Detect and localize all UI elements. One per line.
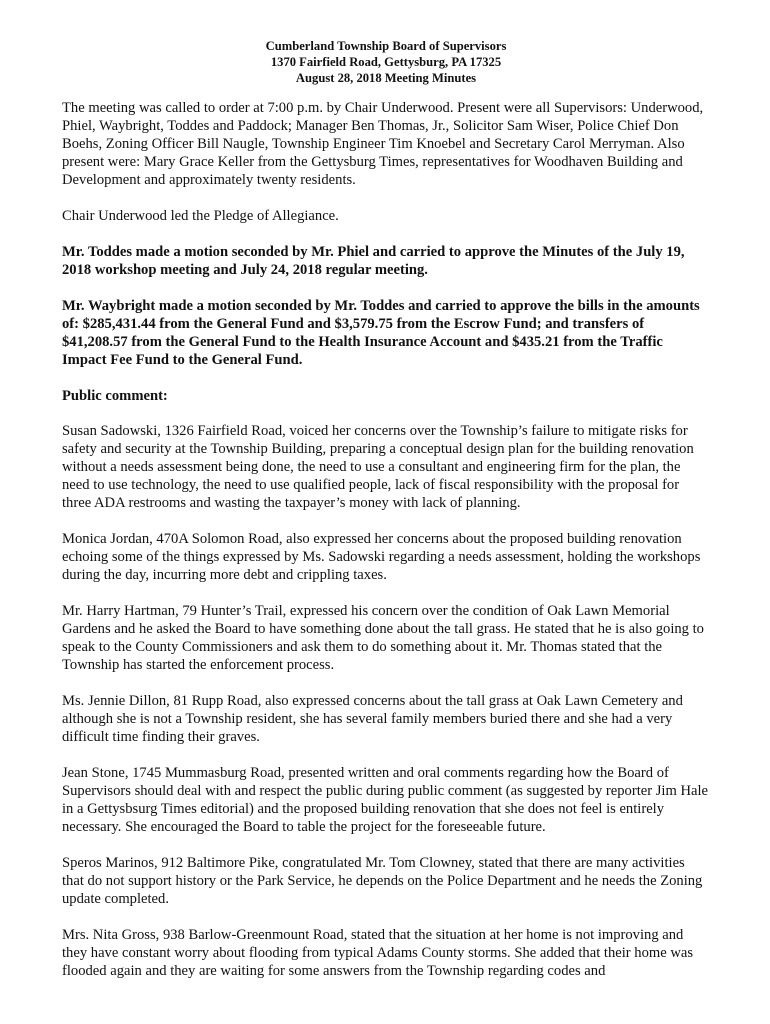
paragraph-comment-hartman: Mr. Harry Hartman, 79 Hunter’s Trail, expressed his concern over the condition of Oak Lawn Memorial Gardens and he asked the Board to have something done about the tall grass. He stated that he is also going to speak to the County Commissioners and ask them to do something about it. Mr. Thomas stated that the Township has started the enforcement process. bbox=[62, 603, 704, 673]
header-address: 1370 Fairfield Road, Gettysburg, PA 17325 bbox=[270, 55, 502, 69]
paragraph-comment-stone: Jean Stone, 1745 Mummasburg Road, presented written and oral comments regarding how the Board of Supervisors should deal with and respect the public during public comment (as suggested by reporter Jim Hale in a Gettysbsurg Times editorial) and the proposed building renovation that she does not feel is entirely necessary. She encouraged the Board to table the project for the foreseeable future. bbox=[62, 765, 709, 835]
paragraph-comment-dillon: Ms. Jennie Dillon, 81 Rupp Road, also expressed concerns about the tall grass at Oak Lawn Cemetery and although she is not a Township resident, she has several family members buried there and she had a very difficult time finding their graves. bbox=[62, 693, 683, 745]
document-page bbox=[62, 38, 710, 998]
paragraph-pledge: Chair Underwood led the Pledge of Allegiance. bbox=[62, 208, 339, 224]
header-township-name: Cumberland Township Board of Supervisors bbox=[265, 39, 507, 53]
paragraph-comment-marinos: Speros Marinos, 912 Baltimore Pike, congratulated Mr. Tom Clowney, stated that there are many activities that do not support history or the Park Service, he depends on the Police Department and he needs the Zoning update completed. bbox=[62, 855, 703, 907]
paragraph-motion-minutes: Mr. Toddes made a motion seconded by Mr. Phiel and carried to approve the Minutes of the July 19, 2018 workshop meeting and July 24, 2018 regular meeting. bbox=[62, 244, 685, 278]
public-comment-heading: Public comment: bbox=[62, 388, 168, 404]
paragraph-motion-bills: Mr. Waybright made a motion seconded by Mr. Toddes and carried to approve the bills in the amounts of: $285,431.44 from the General Fund and $3,579.75 from the Escrow Fund; and transfers of $41,208.57 from the General Fund to the Health Insurance Account and $435.21 from the Traffic Impact Fee Fund to the General Fund. bbox=[62, 298, 700, 368]
paragraph-call-to-order: The meeting was called to order at 7:00 p.m. by Chair Underwood. Present were all Supervisors: Underwood, Phiel, Waybright, Toddes and Paddock; Manager Ben Thomas, Jr., Solicitor Sam Wiser, Police Chief Don Boehs, Zoning Officer Bill Naugle, Township Engineer Tim Knoebel and Secretary Carol Merryman. Also present were: Mary Grace Keller from the Gettysburg Times, representatives for Woodhaven Building and Development and approximately twenty residents. bbox=[62, 100, 704, 188]
document-header bbox=[62, 38, 710, 86]
paragraph-comment-gross: Mrs. Nita Gross, 938 Barlow-Greenmount Road, stated that the situation at her home is not improving and they have constant worry about flooding from typical Adams County storms. She added that their home was flooded again and they are waiting for some answers from the Township regarding codes and bbox=[62, 927, 694, 979]
header-meeting-title: August 28, 2018 Meeting Minutes bbox=[295, 71, 477, 85]
paragraph-comment-jordan: Monica Jordan, 470A Solomon Road, also expressed her concerns about the proposed building renovation echoing some of the things expressed by Ms. Sadowski regarding a needs assessment, holding the workshops during the day, incurring more debt and crippling taxes. bbox=[62, 531, 701, 583]
paragraph-comment-sadowski: Susan Sadowski, 1326 Fairfield Road, voiced her concerns over the Township’s failure to mitigate risks for safety and security at the Township Building, preparing a conceptual design plan for the building renovation without a needs assessment being done, the need to use a consultant and engineering firm for the plan, the need to use technology, the need to use qualified people, lack of fiscal responsibility with the proposal for three ADA restrooms and wasting the taxpayer’s money with lack of planning. bbox=[62, 423, 694, 511]
